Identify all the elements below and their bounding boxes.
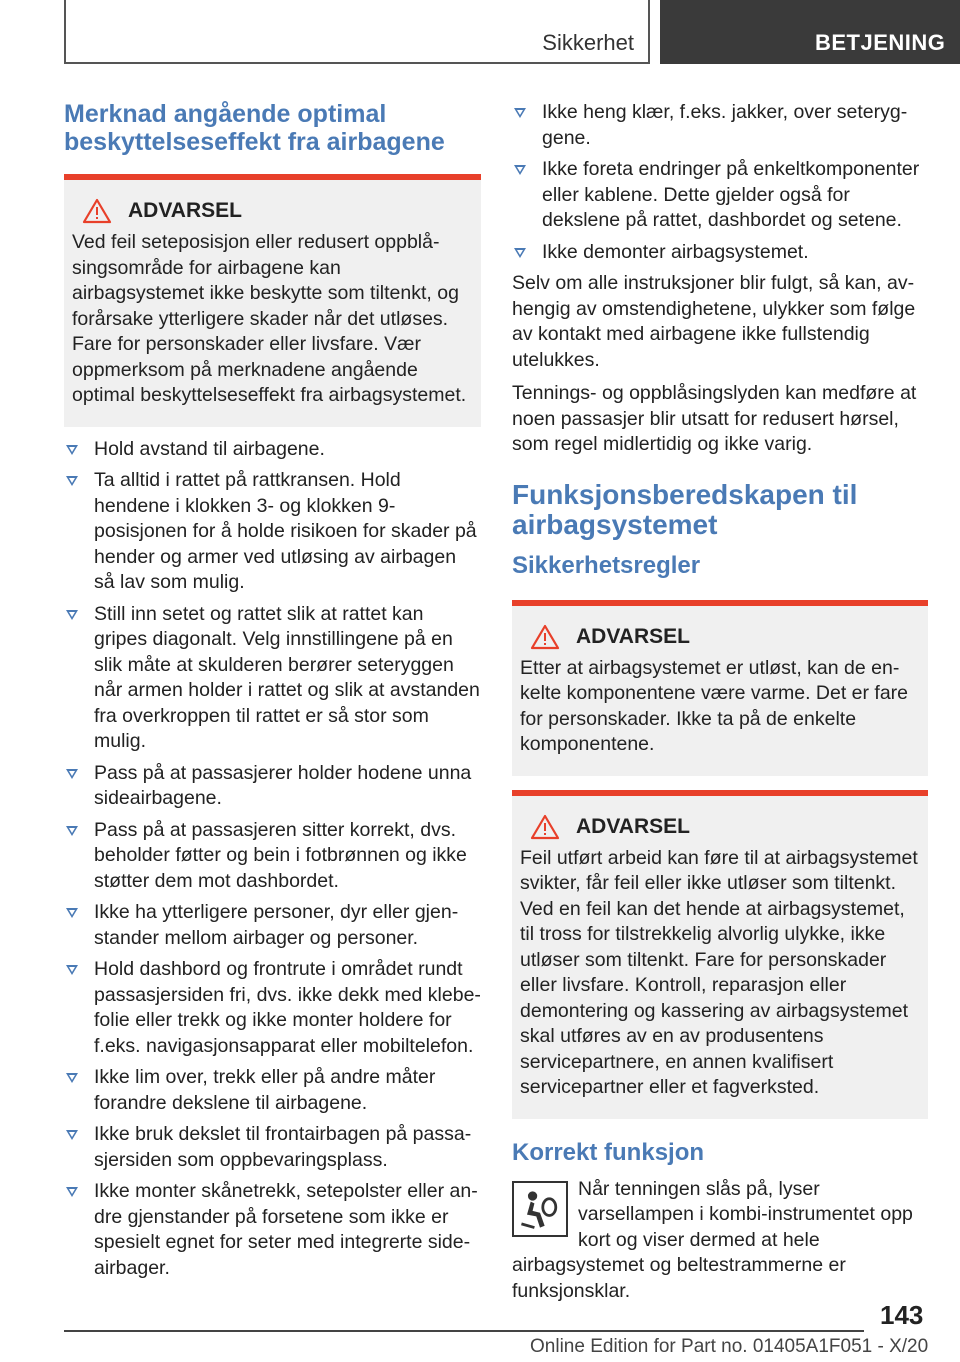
bullet-triangle-icon xyxy=(66,1187,78,1197)
warning-label: ADVARSEL xyxy=(576,814,690,838)
warning-label: ADVARSEL xyxy=(576,624,690,648)
footer-divider xyxy=(64,1330,864,1332)
list-item: Ikke lim over, trekk eller på andre måter forandre dekslene til airbagene. xyxy=(64,1065,481,1116)
section-title: Sikkerhet xyxy=(542,30,634,55)
safety-rules-subheading: Sikkerhetsregler xyxy=(512,551,701,579)
list-item: Ta alltid i rattet på rattkransen. Hold hendene i klokken 3- og klokken 9-posisjonen for å holde risikoen for skader på hender og armer ved utløsing av airbagen så lav som mulig. xyxy=(64,468,481,596)
function-text: Når tenningen slås på, lyser varsellampen i kombi-instrumentet opp kort og viser dermed at hele airbagsystemet og beltestrammerne er funksjonsklar. xyxy=(512,1177,913,1302)
warning-box xyxy=(512,790,928,1119)
page-number: 143 xyxy=(880,1300,924,1330)
chapter-tab xyxy=(660,0,960,64)
warning-text: Feil utført arbeid kan føre til at airbagsystemet svikter, får feil eller ikke utløser som tiltenkt. Ved en feil kan det hende at airbagsystemet, til tross for tilstrekkelig alvorlig ulykke, ikke utløser som tiltenkt. Fare for personskader eller livsfare. Kontroll, reparasjon eller demontering og kassering av airbagsystemet skal utføres av en av produsentens servicepartnere, en annen kvalifisert servicepartner eller et fagverksted. xyxy=(520,846,918,1098)
warning-text: Etter at airbagsystemet er utløst, kan de enkelte komponentene være varme. Det er fare for personskader. Ikke ta på de enkelte komponentene. xyxy=(520,656,909,755)
bullet-triangle-icon xyxy=(514,165,526,175)
bullet-triangle-icon xyxy=(66,826,78,836)
continued-bullet-list xyxy=(512,100,928,265)
list-item: Ikke foreta endringer på enkeltkomponenter eller kablene. Dette gjelder også for dekslene på rattet, dashbordet og setene. xyxy=(512,157,928,234)
warning-text: Ved feil seteposisjon eller redusert oppblåsingsområde for airbagene kan airbagsystemet ikke beskytte som tiltenkt, og forårsake ytterligere skader når det utløses. Fare for personskader eller livsfare. Vær oppmerksom på merknadene angående optimal beskyttelseseffekt fra airbagsystemet. xyxy=(72,231,467,406)
list-item: Ikke monter skånetrekk, setepolster eller andre gjenstander på forsetene som ikke er spesielt egnet for seter med integrerte sideairbager. xyxy=(64,1179,481,1281)
list-item: Ikke heng klær, f.eks. jakker, over seteryggene. xyxy=(512,100,928,151)
warning-label: ADVARSEL xyxy=(128,199,242,222)
warning-triangle-icon xyxy=(530,624,560,650)
bullet-triangle-icon xyxy=(66,769,78,779)
paragraph-hearing: Tennings- og oppblåsingslyden kan medføre at noen passasjer blir utsatt for redusert hørsel, som regel midlertidig og ikke varig. xyxy=(512,382,917,455)
list-item: Hold avstand til airbagene. xyxy=(64,437,481,463)
chapter-tab-label: BETJENING xyxy=(815,30,946,55)
header-section-box xyxy=(64,0,650,64)
bullet-triangle-icon xyxy=(66,610,78,620)
bullet-triangle-icon xyxy=(66,965,78,975)
left-column xyxy=(64,100,481,1287)
list-item: Pass på at passasjeren sitter korrekt, dvs. beholder føtter og bein i fotbrønnen og ikke støtter dem mot dashbordet. xyxy=(64,818,481,895)
warning-triangle-icon xyxy=(82,198,112,224)
bullet-triangle-icon xyxy=(66,1130,78,1140)
warning-triangle-icon xyxy=(530,814,560,840)
safety-bullet-list xyxy=(64,437,481,1282)
airbag-warning-lamp-icon xyxy=(512,1181,568,1237)
bullet-triangle-icon xyxy=(66,445,78,455)
paragraph-accidents: Selv om alle instruksjoner blir fulgt, så kan, avhengig av omstendighetene, ulykker som følge av kontakt med airbagene ikke fullstendig utelukkes. xyxy=(512,272,916,371)
bullet-triangle-icon xyxy=(66,908,78,918)
edition-footer: Online Edition for Part no. 01405A1F051 - X/20 xyxy=(530,1336,929,1357)
right-column xyxy=(512,100,928,1304)
bullet-triangle-icon xyxy=(514,248,526,258)
list-item: Hold dashbord og frontrute i området rundt passasjersiden fri, dvs. ikke dekk med klebefolie eller trekk og ikke monter holdere for f.eks. navigasjonsapparat eller mobiltelefon. xyxy=(64,957,481,1059)
function-readiness-heading: Funksjonsberedskapen til airbagsystemet xyxy=(512,478,858,540)
warning-box xyxy=(64,174,481,427)
list-item: Still inn setet og rattet slik at rattet kan gripes diagonalt. Velg innstillingene på en slik måte at skulderen berører seteryggen når armen holder i rattet og slik at avstanden fra overkroppen til rattet er så stor som mulig. xyxy=(64,602,481,755)
bullet-triangle-icon xyxy=(66,476,78,486)
list-item: Ikke demonter airbagsystemet. xyxy=(512,240,928,266)
bullet-triangle-icon xyxy=(514,108,526,118)
list-item: Pass på at passasjerer holder hodene unna sideairbagene. xyxy=(64,761,481,812)
bullet-triangle-icon xyxy=(66,1073,78,1083)
correct-function-subheading: Korrekt funksjon xyxy=(512,1138,705,1166)
function-description xyxy=(512,1177,928,1305)
list-item: Ikke ha ytterligere personer, dyr eller gjenstander mellom airbager og personer. xyxy=(64,900,481,951)
list-item: Ikke bruk dekslet til frontairbagen på passasjersiden som oppbevaringsplass. xyxy=(64,1122,481,1173)
warning-box xyxy=(512,600,928,776)
airbag-protection-heading: Merknad angående optimal beskyttelseseffekt fra airbagene xyxy=(64,100,445,156)
